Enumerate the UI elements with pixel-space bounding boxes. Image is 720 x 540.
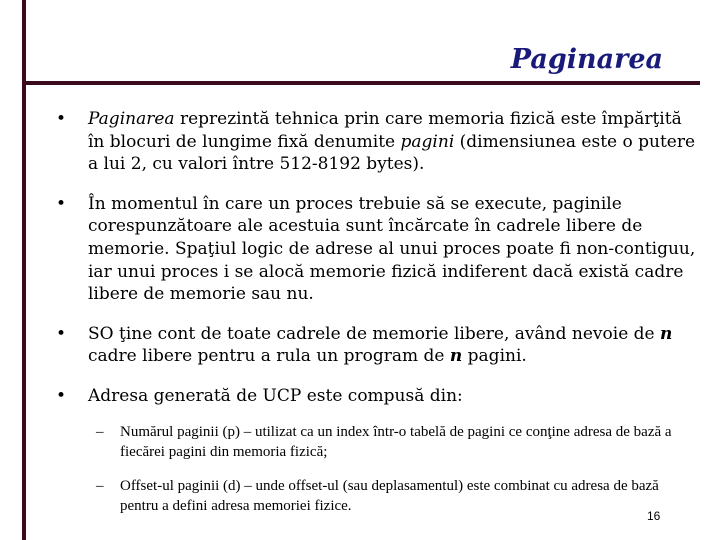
bullet-emphasis: pagini: [400, 131, 455, 152]
sub-bullet-dash: –: [96, 423, 104, 440]
sub-bullet-text: Numărul paginii (p) – utilizat ca un index într-o tabelă de pagini ce conţine adresa de bază a fiecărei pagini din memoria fizică;: [120, 423, 672, 461]
bullet-item: [56, 193, 696, 306]
title-divider: [22, 81, 700, 85]
bullet-variable: n: [660, 323, 673, 344]
bullet-text: pagini.: [462, 346, 527, 367]
bullet-text: SO ţine cont de toate cadrele de memorie libere, având nevoie de: [88, 323, 661, 344]
bullet-text: (dimensiunea este o putere a lui 2, cu valori între 512-8192 bytes).: [88, 131, 696, 175]
bullet-dot: •: [56, 193, 67, 214]
bullet-item: [56, 108, 696, 176]
sub-bullet-text: Offset-ul paginii (d) – unde offset-ul (sau deplasamentul) este combinat cu adresa de bază pentru a defini adresa memoriei fizice.: [120, 477, 659, 515]
bullet-item: [56, 385, 696, 408]
bullet-variable: n: [449, 346, 463, 367]
bullet-dot: •: [56, 109, 67, 129]
sub-bullet-item: [56, 476, 696, 517]
bullet-dot: •: [56, 385, 67, 406]
bullet-text: În momentul în care un proces trebuie să se execute, paginile corespunzătoare ale acestuia sunt încărcate în cadrele libere de memorie. Spaţiul logic de adrese al unui proces poate fi non-contiguu, iar unui proces i se alocă memorie fizică indiferent dacă există cadre libere de memorie sau nu.: [88, 193, 696, 305]
bullet-text: reprezintă tehnica prin care memoria fizică este împărţită în blocuri de lungime fixă denumite: [88, 109, 682, 152]
page-number: 16: [647, 509, 661, 523]
slide-body: [56, 108, 696, 530]
bullet-dot: •: [56, 323, 67, 344]
page-title: Paginarea: [510, 44, 663, 75]
bullet-item: [56, 323, 696, 368]
bullet-text: cadre libere pentru a rula un program de: [88, 346, 450, 367]
sub-bullet-dash: –: [96, 477, 104, 494]
sub-bullet-item: [56, 422, 696, 463]
bullet-text: Adresa generată de UCP este compusă din:: [88, 385, 463, 406]
bullet-lead-emphasis: Paginarea: [88, 109, 175, 129]
